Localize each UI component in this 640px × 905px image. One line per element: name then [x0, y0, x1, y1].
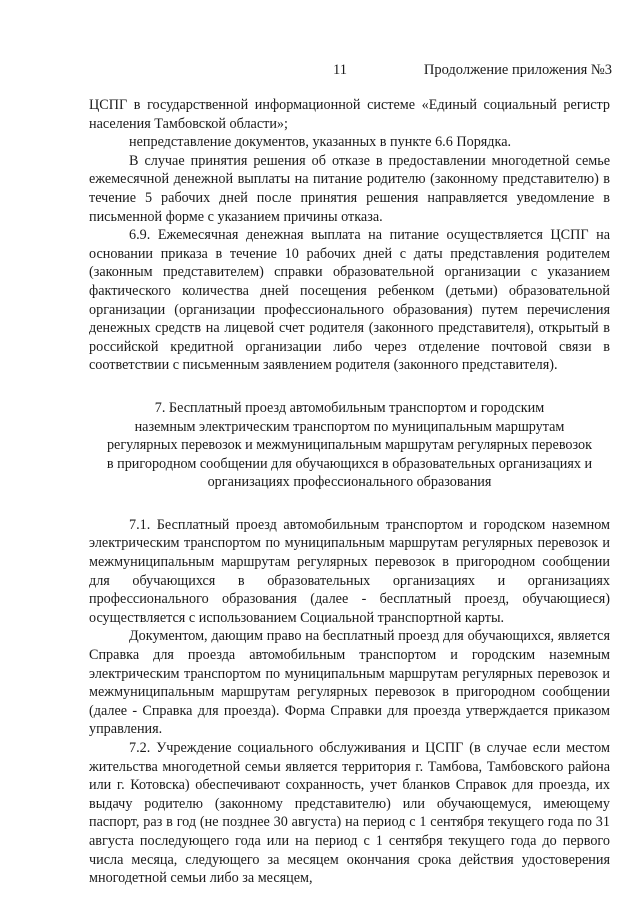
document-body [89, 96, 610, 888]
section-title-line: регулярных перевозок и межмуниципальным маршрутам регулярных перевозок [106, 437, 593, 454]
paragraph: 7.2. Учреждение социального обслуживания и ЦСПГ (в случае если местом жительства многодетной семьи является территория г. Тамбова, Тамбовского района или г. Котовска) обеспечивают сохранность, учет бланков Справок для проезда, их выдачу родителю (законному представителю) или обучающемуся, имеющему паспорт, раз в год (не позднее 30 августа) на период с 1 сентября текущего года по 31 августа последующего года или на период с 1 сентября текущего года до первого числа месяца, следующего за месяцем окончания срока действия удостоверения многодетной семьи либо за месяцем, [89, 740, 610, 887]
paragraph: непредставление документов, указанных в пункте 6.6 Порядка. [129, 134, 512, 151]
paragraph: 6.9. Ежемесячная денежная выплата на питание осуществляется ЦСПГ на основании приказа в течение 10 рабочих дней с даты представления родителем (законным представителем) справки образовательной организации с указанием фактического количества дней посещения ребенком (детьми) образовательной организации (организации профессионального образования) путем перечисления денежных средств на лицевой счет родителя (законного представителя), открытый в российской кредитной организации либо через отделение почтовой связи в соответствии с письменным заявлением родителя (законного представителя). [89, 227, 610, 374]
section-title-line: организациях профессионального образования [207, 474, 492, 491]
section-title-line: наземным электрическим транспортом по муниципальным маршрутам [134, 418, 565, 435]
page-header [0, 62, 640, 82]
paragraph: ЦСПГ в государственной информационной системе «Единый социальный регистр населения Тамбовской области»; [89, 97, 610, 132]
paragraph: В случае принятия решения об отказе в предоставлении многодетной семье ежемесячной денежной выплаты на питание родителю (законному представителю) в течение 5 рабочих дней после принятия решения направляется уведомление в письменной форме с указанием причины отказа. [89, 152, 610, 225]
section-title [89, 399, 610, 492]
appendix-label: Продолжение приложения №3 [423, 62, 612, 78]
section-title-line: в пригородном сообщении для обучающихся в образовательных организациях и [106, 455, 593, 472]
paragraph: Документом, дающим право на бесплатный проезд для обучающихся, является Справка для проезда автомобильным транспортом и городским наземным электрическим транспортом по муниципальным маршрутам регулярных перевозок и межмуниципальным маршрутам регулярных перевозок в пригородном сообщении (далее - Справка для проезда). Форма Справки для проезда утверждается приказом управления. [89, 628, 610, 738]
paragraph: 7.1. Бесплатный проезд автомобильным транспортом и городском наземном электрическим транспортом по муниципальным маршрутам регулярных перевозок и межмуниципальным маршрутам регулярных перевозок в пригородном сообщении для обучающихся в образовательных организациях и организациях профессионального образования (далее - бесплатный проезд, обучающиеся) осуществляется с использованием Социальной транспортной карты. [89, 516, 610, 626]
section-title-line: 7. Бесплатный проезд автомобильным транспортом и городским [154, 399, 545, 416]
page-number: 11 [333, 62, 347, 78]
